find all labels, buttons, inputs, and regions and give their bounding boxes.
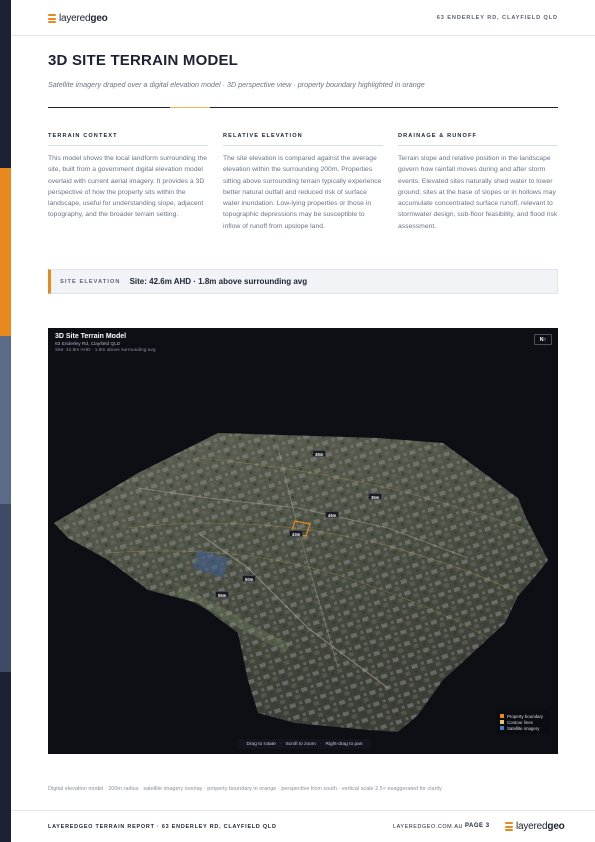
legend-item: Contour lines [500,719,546,725]
contour-tag: 38m [312,450,326,457]
contour-tag: 55m [215,591,229,598]
column-body: Terrain slope and relative position in the landscape govern how rainfall moves during and after storm events. Elevated sites naturally shed water to lower ground; sites at the base of slopes or in hollows may accumulate concentrated surface runoff, relevant to stormwater design, sub-floor feasibility, and flood risk assessment. [398,155,558,230]
column-heading: DRAINAGE & RUNOFF [398,133,558,146]
property-boundary-swatch [500,714,504,718]
pan-hint: Right-drag to pan [325,741,363,747]
contour-tag: 43m [289,530,303,537]
site-elevation-banner [48,269,558,294]
contour-tag: 35m [368,493,382,500]
north-indicator[interactable]: N↑ [534,334,552,345]
map-legend [496,710,550,734]
footer-website-link[interactable]: LAYEREDGEO.COM.AU [393,824,464,830]
legend-item: Property boundary [500,713,546,719]
viewer-address: 63 Enderley Rd, Clayfield QLD [55,342,121,347]
title-divider [48,107,558,108]
viewer-site-elevation: Site: 42.6m AHD · 1.8m above surrounding avg [55,347,156,353]
column-heading: RELATIVE ELEVATION [223,133,383,146]
column-relative-elevation [223,133,383,232]
viewer-controls-hint: Drag to rotate · Scroll to zoom · Right-drag to pan [238,739,371,749]
site-elevation-value: Site: 42.6m AHD · 1.8m above surrounding avg [129,277,308,286]
page-title: 3D SITE TERRAIN MODEL [48,52,239,69]
terrain-3d-viewer[interactable] [48,328,558,754]
figure-caption: Digital elevation model · 200m radius · satellite imagery overlay · property boundary in orange · perspective from south · vertical scale 2.5× exaggerated for clarity [48,786,442,792]
contour-tag: 46m [325,511,339,518]
brand-logo[interactable]: layeredgeo [48,13,108,24]
satellite-imagery-swatch [500,726,504,730]
header-address: 63 ENDERLEY RD, CLAYFIELD QLD [436,15,558,21]
column-body: This model shows the local landform surrounding the site, built from a government digital elevation model overlaid with current aerial imagery. It provides a 3D perspective of how the property sits within the landscape, useful for understanding slope, adjacent topography, and the broader terrain setting. [48,155,208,219]
viewer-title: 3D Site Terrain Model [55,333,127,340]
contour-lines-swatch [500,720,504,724]
column-body: The site elevation is compared against the average elevation within the surrounding 200m. Properties sitting above surrounding terrain typically experience better natural outfall and reduced risk of surface water inundation. Low-lying properties or those in topographic depressions may be susceptible to inflow of runoff from upslope land. [223,155,382,230]
site-elevation-label: SITE ELEVATION [60,278,121,285]
column-terrain-context [48,133,208,221]
side-color-rail [0,0,11,842]
page-footer [11,810,595,842]
stack-icon [505,822,513,831]
stack-icon [48,14,56,23]
rotate-hint: Drag to rotate [246,741,276,747]
column-drainage-runoff [398,133,558,232]
page-number: PAGE 3 [465,823,490,829]
footer-brand-logo[interactable]: layeredgeo [505,821,565,832]
footer-report-title: LAYEREDGEO TERRAIN REPORT · 63 ENDERLEY RD, CLAYFIELD QLD [48,824,277,830]
contour-tag: 50m [242,575,256,582]
title-divider-accent [170,107,210,108]
zoom-hint: Scroll to zoom [285,741,316,747]
terrain-mesh[interactable] [48,328,558,754]
column-heading: TERRAIN CONTEXT [48,133,208,146]
legend-item: Satellite imagery [500,725,546,731]
page-header [11,0,595,36]
page-subtitle: Satellite imagery draped over a digital elevation model · 3D perspective view · property boundary highlighted in orange [48,80,425,89]
satellite-imagery [54,433,548,732]
